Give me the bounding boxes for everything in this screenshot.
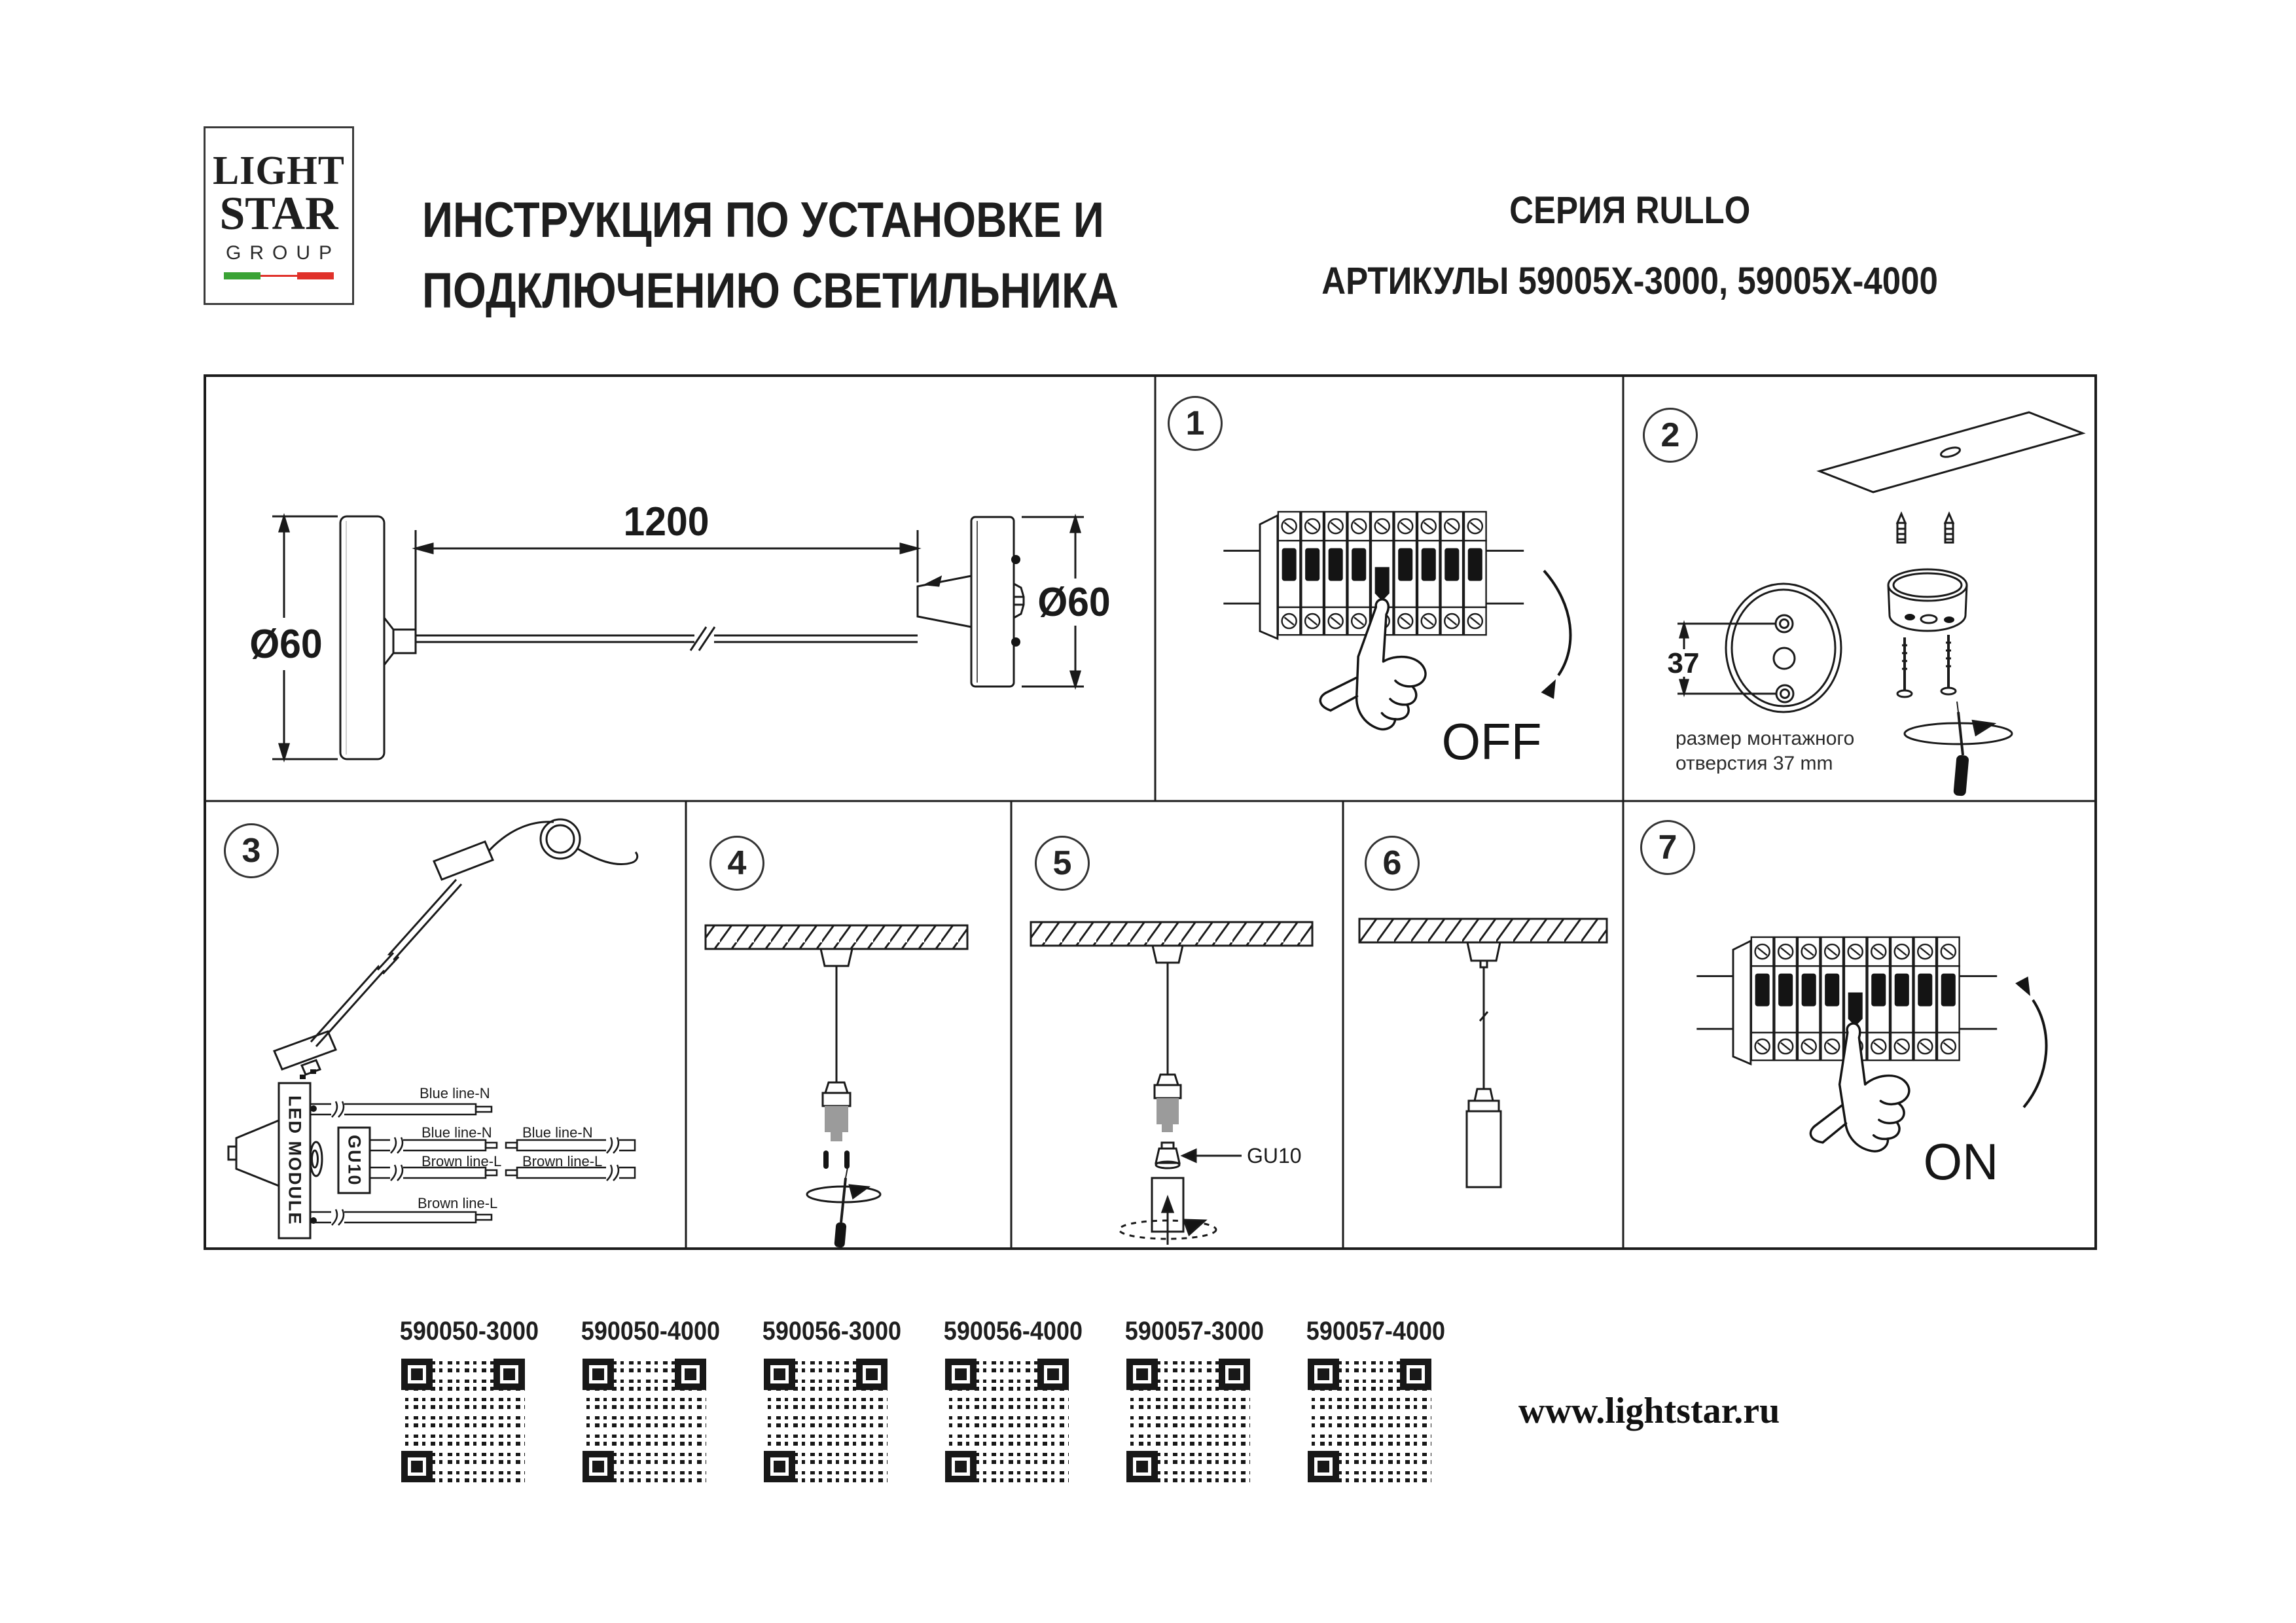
qr-item-6 xyxy=(1299,1317,1446,1500)
qr-code xyxy=(577,1353,711,1488)
qr-finder-icon xyxy=(764,1359,795,1390)
qr-code xyxy=(396,1353,530,1488)
qr-label: 590056-4000 xyxy=(943,1317,1083,1346)
articles-title xyxy=(1217,259,2042,303)
screwdriver-icon xyxy=(1905,702,2012,796)
qr-finder-icon xyxy=(1400,1359,1431,1390)
flag-green xyxy=(224,272,260,279)
gu10-bulb-label: GU10 xyxy=(1247,1144,1302,1168)
ceiling-plate xyxy=(1820,412,2083,492)
qr-finder-icon xyxy=(583,1451,614,1482)
wire-label-brown-2: Brown line-L xyxy=(418,1195,498,1211)
left-arrow-icon xyxy=(1183,1150,1196,1162)
logo-star-text: STAR xyxy=(219,187,338,240)
wire-label-blue-2: Blue line-N xyxy=(422,1124,492,1141)
title-line-2: ПОДКЛЮЧЕНИЮ СВЕТИЛЬНИКА xyxy=(422,263,1119,319)
gu10-bulb-icon xyxy=(1156,1143,1179,1168)
qr-finder-icon xyxy=(945,1359,977,1390)
step3-wiring-drawing xyxy=(204,801,686,1250)
hole-spacing-dimension: 37 xyxy=(1667,647,1700,679)
qr-item-1 xyxy=(393,1317,539,1500)
qr-finder-icon xyxy=(1308,1359,1339,1390)
shade-rim xyxy=(1469,1101,1499,1111)
qr-item-3 xyxy=(755,1317,902,1500)
wire-label-brown-1: Brown line-L xyxy=(422,1153,502,1169)
qr-code xyxy=(759,1353,893,1488)
qr-code xyxy=(1302,1353,1437,1488)
qr-finder-icon xyxy=(493,1359,525,1390)
cylinder-shade xyxy=(1467,1111,1501,1187)
flag-red xyxy=(297,272,334,279)
ceiling-hatch xyxy=(1031,922,1312,946)
lamp-shade-side xyxy=(340,516,384,759)
title-line-1: ИНСТРУКЦИЯ ПО УСТАНОВКЕ И xyxy=(422,192,1104,248)
series-text: СЕРИЯ RULLO xyxy=(1509,189,1751,232)
canopy xyxy=(434,842,493,880)
qr-finder-icon xyxy=(401,1451,433,1482)
website-link: www.lightstar.ru xyxy=(1518,1391,1780,1431)
qr-code xyxy=(1121,1353,1255,1488)
ceiling-hatch xyxy=(706,925,967,949)
screw-icon xyxy=(1941,635,1956,694)
down-arrow-icon xyxy=(1541,676,1562,699)
italian-flag-stripe xyxy=(224,272,334,279)
qr-finder-icon xyxy=(945,1451,977,1482)
screwdriver-icon xyxy=(807,1168,880,1248)
qr-finder-icon xyxy=(675,1359,706,1390)
diameter-left-label: Ø60 xyxy=(249,622,323,667)
canopy-cup xyxy=(1888,569,1967,631)
screw-icon xyxy=(1897,637,1912,697)
qr-finder-icon xyxy=(1126,1451,1158,1482)
qr-label: 590057-3000 xyxy=(1124,1317,1265,1346)
qr-label: 590050-3000 xyxy=(399,1317,539,1346)
flag-white xyxy=(260,272,297,279)
qr-item-2 xyxy=(574,1317,721,1500)
step5-badge: 5 xyxy=(1035,836,1090,891)
diameter-right-label: Ø60 xyxy=(1037,580,1111,625)
on-label: ON xyxy=(1923,1133,1999,1190)
qr-code xyxy=(940,1353,1074,1488)
step2-badge: 2 xyxy=(1643,408,1698,463)
diagram-grid xyxy=(204,374,2097,1250)
wire-label-blue-1: Blue line-N xyxy=(420,1085,490,1101)
qr-label: 590057-4000 xyxy=(1306,1317,1446,1346)
page-title xyxy=(422,185,1119,327)
qr-item-4 xyxy=(937,1317,1083,1500)
led-module-label: LED MODULE xyxy=(285,1096,305,1226)
step1-badge: 1 xyxy=(1168,396,1223,451)
off-label: OFF xyxy=(1441,713,1542,770)
qr-finder-icon xyxy=(1126,1359,1158,1390)
step6-badge: 6 xyxy=(1365,836,1420,891)
qr-finder-icon xyxy=(1037,1359,1069,1390)
wire-label-brown-right: Brown line-L xyxy=(522,1153,603,1169)
series-title xyxy=(1217,188,2042,232)
wire-label-blue-right: Blue line-N xyxy=(522,1124,593,1141)
step3-badge: 3 xyxy=(224,823,279,878)
step4-badge: 4 xyxy=(709,836,764,891)
qr-finder-icon xyxy=(764,1451,795,1482)
qr-label: 590050-4000 xyxy=(581,1317,721,1346)
hole-size-caption-line1: размер монтажного xyxy=(1676,728,1855,749)
articles-text: АРТИКУЛЫ 59005X-3000, 59005X-4000 xyxy=(1321,260,1938,302)
qr-finder-icon xyxy=(856,1359,888,1390)
up-arrow-icon xyxy=(1162,1198,1173,1212)
wall-anchor-icon xyxy=(1897,514,1905,543)
up-arrow-icon xyxy=(2015,976,2037,999)
step7-badge: 7 xyxy=(1640,820,1695,875)
wall-anchor-icon xyxy=(1945,514,1953,543)
gu10-socket-label: GU10 xyxy=(344,1134,365,1186)
logo-group-text: GROUP xyxy=(225,242,340,264)
qr-finder-icon xyxy=(401,1359,433,1390)
qr-finder-icon xyxy=(1308,1451,1339,1482)
lamp-dimensions-drawing xyxy=(204,374,1155,801)
logo-light-text: LIGHT xyxy=(213,147,345,193)
qr-finder-icon xyxy=(1219,1359,1250,1390)
qr-finder-icon xyxy=(583,1359,614,1390)
length-label: 1200 xyxy=(623,499,709,544)
ceiling-hatch xyxy=(1359,919,1607,942)
lightstar-logo xyxy=(204,126,354,305)
hole-size-caption-line2: отверстия 37 mm xyxy=(1676,753,1833,774)
qr-label: 590056-3000 xyxy=(762,1317,902,1346)
qr-item-5 xyxy=(1118,1317,1265,1500)
